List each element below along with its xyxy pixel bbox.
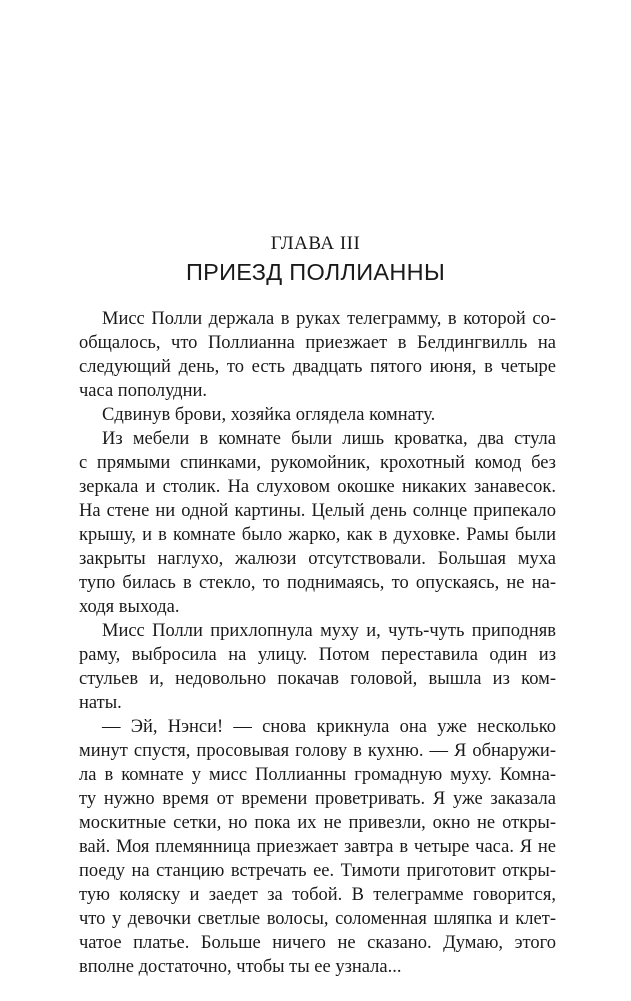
chapter-title: ПРИЕЗД ПОЛЛИАННЫ [185, 259, 446, 285]
text-line: тупо билась в стекло, то поднимаясь, то опускаясь, не на- [79, 573, 556, 593]
text-line: поеду на станцию встречать ее. Тимоти приготовит откры- [79, 861, 556, 881]
text-line: что у девочки светлые волосы, соломенная шляпка и клет- [79, 909, 556, 929]
text-line: Мисс Полли держала в руках телеграмму, в которой со- [102, 309, 556, 329]
text-line: следующий день, то есть двадцать пятого июня, в четыре [79, 357, 556, 377]
text-line: крышу, и в комнате было жарко, как в духовке. Рамы были [79, 525, 556, 545]
text-line: Мисс Полли прихлопнула муху и, чуть-чуть приподняв [102, 621, 556, 641]
text-line: ла в комнате у мисс Поллианны громадную муху. Комна- [79, 765, 556, 785]
text-line: закрыты наглухо, жалюзи отсутствовали. Большая муха [79, 549, 556, 569]
text-line: вполне достаточно, чтобы ты ее узнала... [79, 957, 402, 977]
text-line: тую коляску и заедет за тобой. В телеграмме говорится, [79, 885, 556, 905]
text-line: с прямыми спинками, рукомойник, крохотный комод без [79, 453, 556, 473]
text-line: зеркала и столик. На слуховом окошке никаких занавесок. [79, 477, 556, 497]
text-line: стульев и, недовольно покачав головой, вышла из ком- [79, 669, 556, 689]
text-line: ту нужно время от времени проветривать. Я уже заказала [79, 789, 556, 809]
text-line: минут спустя, просовывая голову в кухню. — Я обнаружи- [79, 741, 556, 761]
text-line: наты. [79, 693, 122, 713]
paragraph [79, 403, 556, 427]
text-line: вай. Моя племянница приезжает завтра в четыре часа. Я не [79, 837, 556, 857]
paragraph [79, 619, 556, 715]
text-line: — Эй, Нэнси! — снова крикнула она уже несколько [102, 717, 556, 737]
paragraph [79, 715, 556, 979]
text-line: Сдвинув брови, хозяйка оглядела комнату. [102, 405, 436, 425]
text-line: общалось, что Поллианна приезжает в Белдингвилль на [79, 333, 556, 353]
paragraph [79, 427, 556, 619]
text-line: москитные сетки, но пока их не привезли, окно не откры- [79, 813, 556, 833]
text-line: На стене ни одной картины. Целый день солнце припекало [79, 501, 556, 521]
chapter-body [79, 307, 556, 979]
text-line: раму, выбросила на улицу. Потом переставила один из [79, 645, 556, 665]
chapter-number: ГЛАВА III [270, 233, 361, 254]
paragraph [79, 307, 556, 403]
text-line: часа пополудни. [79, 381, 208, 401]
text-line: ходя выхода. [79, 597, 180, 617]
text-line: чатое платье. Больше ничего не сказано. Думаю, этого [79, 933, 556, 953]
text-line: Из мебели в комнате были лишь кроватка, два стула [102, 429, 556, 449]
